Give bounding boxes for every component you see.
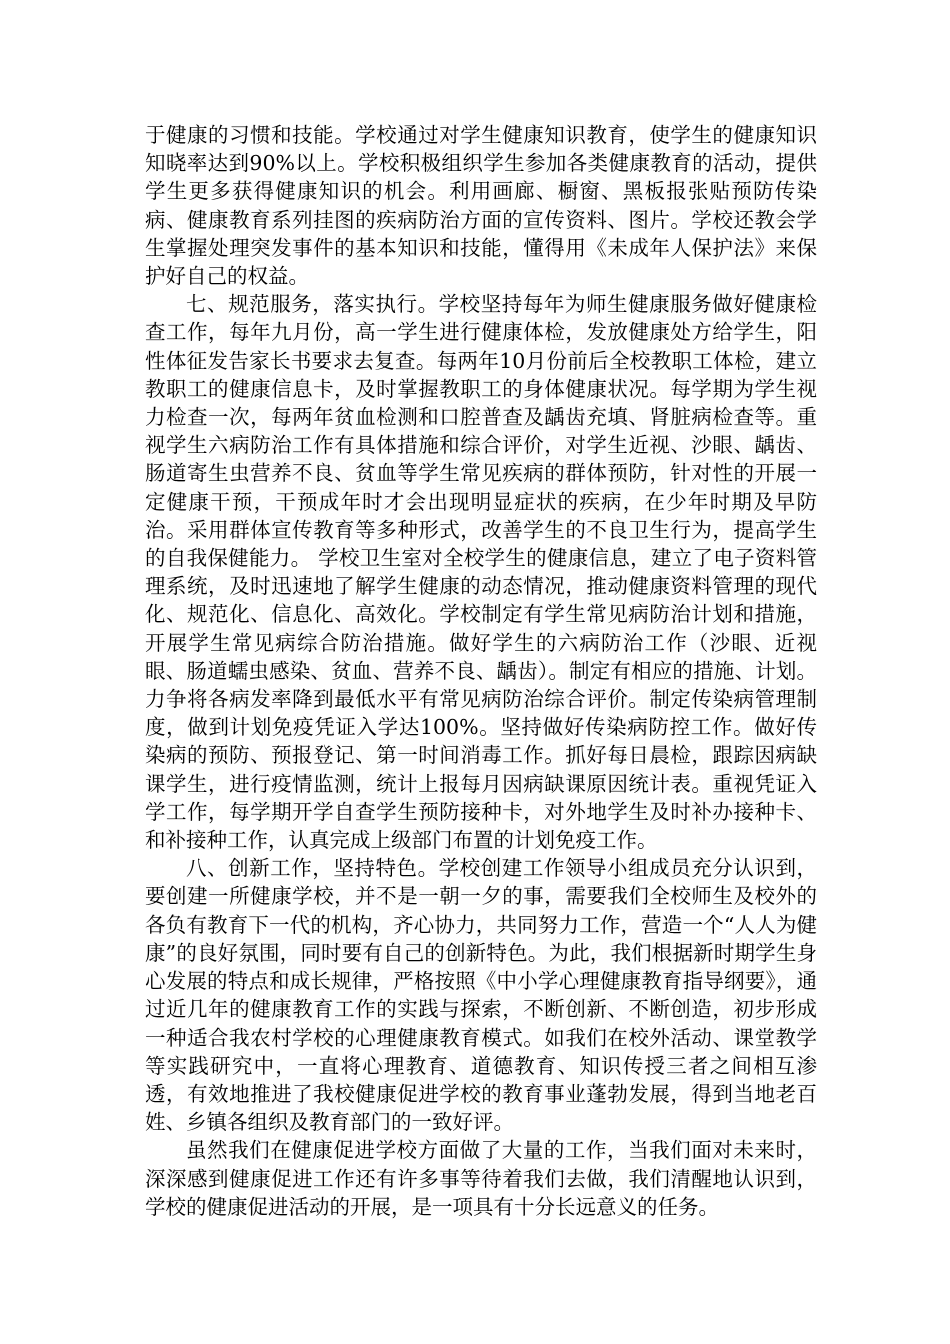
paragraph-standard-service: 七、规范服务，落实执行。学校坚持每年为师生健康服务做好健康检查工作，每年九月份，高一学生进行健康体检，发放健康处方给学生，阳性体征发告家长书要求去复查。每两年10月份前后全校教职工体检，建立教职工的健康信息卡，及时掌握教职工的身体健康状况。每学期为学生视力检查一次，每两年贫血检测和口腔普查及龋齿充填、肾脏病检查等。重视学生六病防治工作有具体措施和综合评价，对学生近视、沙眼、龋齿、肠道寄生虫营养不良、贫血等学生常见疾病的群体预防，针对性的开展一定健康干预，干预成年时才会出现明显症状的疾病，在少年时期及早防治。采用群体宣传教育等多种形式，改善学生的不良卫生行为，提高学生的自我保健能力。 学校卫生室对全校学生的健康信息，建立了电子资料管理系统，及时迅速地了解学生健康的动态情况，推动健康资料管理的现代化、规范化、信息化、高效化。学校制定有学生常见病防治计划和措施，开展学生常见病综合防治措施。做好学生的六病防治工作（沙眼、近视眼、肠道蠕虫感染、贫血、营养不良、龋齿）。制定有相应的措施、计划。力争将各病发率降到最低水平有常见病防治综合评价。制定传染病管理制度，做到计划免疫凭证入学达100%。坚持做好传染病防控工作。做好传染病的预防、预报登记、第一时间消毒工作。抓好每日晨检，跟踪因病缺课学生，进行疫情监测，统计上报每月因病缺课原因统计表。重视凭证入学工作，每学期开学自查学生预防接种卡，对外地学生及时补办接种卡、和补接种工作，认真完成上级部门布置的计划免疫工作。	[145, 292, 817, 853]
document-body	[145, 121, 817, 1221]
paragraph-health-habits: 于健康的习惯和技能。学校通过对学生健康知识教育，使学生的健康知识知晓率达到90%以上。学校积极组织学生参加各类健康教育的活动，提供学生更多获得健康知识的机会。利用画廊、橱窗、黑板报张贴预防传染病、健康教育系列挂图的疾病防治方面的宣传资料、图片。学校还教会学生掌握处理突发事件的基本知识和技能，懂得用《未成年人保护法》来保护好自己的权益。	[145, 123, 817, 289]
paragraph-conclusion: 虽然我们在健康促进学校方面做了大量的工作，当我们面对未来时，深深感到健康促进工作还有许多事等待着我们去做，我们清醒地认识到，学校的健康促进活动的开展，是一项具有十分长远意义的任务。	[145, 1138, 817, 1219]
paragraph-innovation: 八、创新工作，坚持特色。学校创建工作领导小组成员充分认识到，要创建一所健康学校，并不是一朝一夕的事，需要我们全校师生及校外的各负有教育下一代的机构，齐心协力，共同努力工作，营造一个“人人为健康”的良好氛围，同时要有自己的创新特色。为此，我们根据新时期学生身心发展的特点和成长规律，严格按照《中小学心理健康教育指导纲要》，通过近几年的健康教育工作的实践与探索，不断创新、不断创造，初步形成一种适合我农村学校的心理健康教育模式。如我们在校外活动、课堂教学等实践研究中，一直将心理教育、道德教育、知识传授三者之间相互渗透，有效地推进了我校健康促进学校的教育事业蓬勃发展，得到当地老百姓、乡镇各组织及教育部门的一致好评。	[145, 856, 817, 1135]
